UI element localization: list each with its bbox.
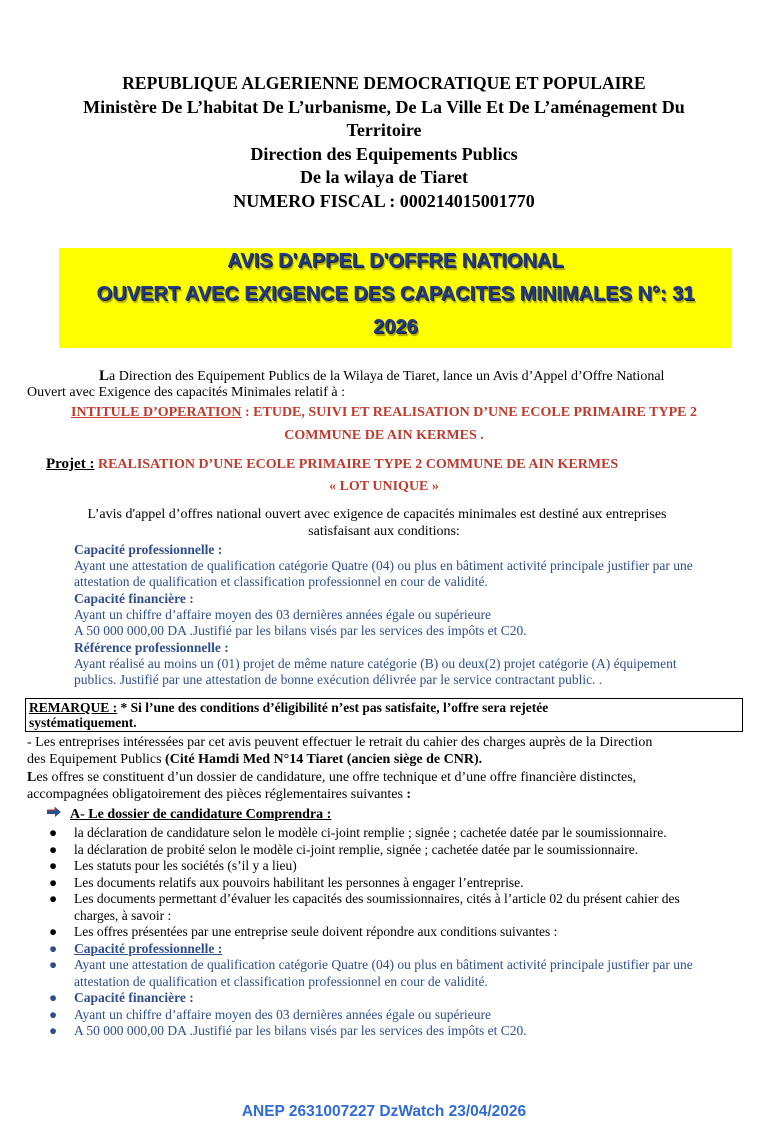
list-item: ● la déclaration de probité selon le modèle ci-joint remplie, signée ; cachetée datée par le soumissionnaire.	[49, 841, 639, 857]
list-item: ● Capacité financière :	[49, 990, 194, 1005]
document-header	[0, 72, 768, 213]
list-item: ● A 50 000 000,00 DA .Justifié par les bilans visés par les services des impôts et C20.	[49, 1023, 527, 1038]
offres-colon: :	[406, 787, 412, 802]
cond-pro-title: Capacité professionnelle :	[74, 542, 223, 557]
arrow-bullet-icon	[46, 806, 70, 824]
banner-title-line3: 2026	[373, 316, 418, 338]
intro-text1: a Direction des Equipement Publics de la Wilaya de Tiaret, lance un Avis d’Appel d’Offre National	[109, 369, 665, 384]
avis-banner	[59, 248, 732, 348]
retrait-line1	[27, 735, 747, 752]
cond-fin-text2: A 50 000 000,00 DA .Justifié par les bilans visés par les services des impôts et C20.	[74, 623, 527, 638]
retrait-text1: Les entreprises intéressées par cet avis peuvent effectuer le retrait du cahier des charges auprès de la Direction	[35, 735, 653, 750]
list-item: ● Ayant un chiffre d’affaire moyen des 03 dernières années égale ou supérieure	[49, 1006, 491, 1022]
operation-line2: COMMUNE DE AIN KERMES .	[284, 428, 484, 443]
remarque-text1: * Si l’une des conditions d’éligibilité n’est pas satisfaite, l’offre sera rejetée	[117, 700, 549, 715]
intro-line2: Ouvert avec Exigence des capacités Minimales relatif à :	[27, 385, 345, 400]
list-item: ● la déclaration de candidature selon le modèle ci-joint remplie ; signée ; cachetée datée par le soumissionnaire.	[49, 825, 667, 840]
avis-line1: L’avis d'appel d’offres national ouvert avec exigence de capacités minimales est destiné aux entreprises	[87, 507, 667, 522]
retrait-address: (Cité Hamdi Med N°14 Tiaret (ancien siège de CNR).	[165, 752, 483, 767]
remarque-box	[25, 698, 743, 732]
header-wilaya: De la wilaya de Tiaret	[300, 167, 468, 187]
projet-label: Projet :	[46, 456, 95, 472]
operation-line1	[0, 405, 768, 422]
bullet-icon: ●	[49, 841, 58, 857]
header-direction: Direction des Equipements Publics	[250, 143, 518, 164]
cond-fin-title: Capacité financière :	[74, 591, 194, 606]
header-ministry-cont: Territoire	[346, 120, 422, 140]
retrait-text2a: des Equipement Publics	[27, 752, 166, 767]
bullet-icon: ●	[49, 957, 58, 972]
projet-line1	[46, 456, 746, 474]
offres-text2: accompagnées obligatoirement des pièces réglementaires suivantes	[27, 787, 407, 802]
intro-dropcap: L	[99, 368, 110, 384]
banner-title-line1: AVIS D'APPEL D'OFFRE NATIONAL	[227, 250, 564, 272]
offres-text1: es offres se constituent d’un dossier de candidature, une offre technique et d’une offre financière distinctes,	[36, 770, 637, 785]
retrait-line2	[27, 752, 747, 769]
list-item: ● Capacité professionnelle :	[49, 940, 223, 956]
projet-text1: REALISATION D’UNE ECOLE PRIMAIRE TYPE 2 COMMUNE DE AIN KERMES	[94, 457, 619, 472]
bullet-icon: ●	[49, 924, 58, 939]
offres-dropcap: L	[27, 770, 37, 785]
cond-ref-text2: publics. Justifié par une attestation de bonne exécution délivrée par le service contractant public. .	[74, 672, 603, 687]
cond-fin-text1: Ayant un chiffre d’affaire moyen des 03 dernières années égale ou supérieure	[74, 607, 491, 622]
bullet-icon: ●	[49, 940, 58, 956]
retrait-dash: -	[27, 735, 36, 750]
header-fiscal-number: NUMERO FISCAL : 000214015001770	[233, 190, 535, 211]
bullet-icon: ●	[49, 858, 58, 873]
dossier-heading	[46, 806, 746, 824]
offres-line2	[27, 787, 747, 804]
offres-line1	[27, 770, 747, 787]
avis-line2: satisfaisant aux conditions:	[308, 524, 460, 539]
intro-line1	[99, 368, 739, 386]
bullet-icon: ●	[49, 891, 58, 906]
operation-label: INTITULE D’OPERATION	[71, 405, 242, 420]
dossier-title: A- Le dossier de candidature Comprendra :	[70, 807, 332, 822]
list-item: ● Les offres présentées par une entreprise seule doivent répondre aux conditions suivantes :	[49, 924, 558, 939]
anep-footer: ANEP 2631007227 DzWatch 23/04/2026	[241, 1103, 527, 1120]
dossier-list	[46, 825, 736, 1040]
operation-text1: : ETUDE, SUIVI ET REALISATION D’UNE ECOLE PRIMAIRE TYPE 2	[241, 405, 697, 420]
bullet-icon: ●	[49, 990, 58, 1005]
remarque-label: REMARQUE :	[29, 700, 118, 715]
cond-pro-text1: Ayant une attestation de qualification catégorie Quatre (04) ou plus en bâtiment activité principale justifier par une	[74, 558, 693, 573]
cond-ref-title: Référence professionnelle :	[74, 640, 229, 655]
header-ministry: Ministère De L’habitat De L’urbanisme, De La Ville Et De L’aménagement Du	[83, 96, 685, 117]
bullet-icon: ●	[49, 874, 58, 890]
list-item: ● Les documents relatifs aux pouvoirs habilitant les personnes à engager l’entreprise.	[49, 874, 524, 890]
bullet-icon: ●	[49, 1023, 58, 1038]
list-item: ● Les documents permettant d’évaluer les capacités des soumissionnaires, cités à l’article 02 du présent cahier des charges, à savoir :	[49, 891, 680, 923]
banner-title-line2: OUVERT AVEC EXIGENCE DES CAPACITES MINIMALES N°: 31	[96, 283, 695, 305]
bullet-icon: ●	[49, 1006, 58, 1022]
list-item: ● Ayant une attestation de qualification catégorie Quatre (04) ou plus en bâtiment activité principale justifier par une attestation de qualification et classification professionnel en cour de validité.	[49, 957, 693, 989]
list-item: ● Les statuts pour les sociétés (s’il y a lieu)	[49, 858, 297, 873]
projet-lot: « LOT UNIQUE »	[329, 479, 439, 494]
bullet-icon: ●	[49, 825, 58, 840]
header-republic: REPUBLIQUE ALGERIENNE DEMOCRATIQUE ET POPULAIRE	[122, 73, 646, 93]
cond-pro-text2: attestation de qualification et classification professionnel en cour de validité.	[74, 574, 488, 589]
cond-ref-text1: Ayant réalisé au moins un (01) projet de même nature catégorie (B) ou deux(2) projet catégorie (A) équipement	[74, 656, 677, 671]
remarque-text2: systématiquement.	[29, 715, 137, 730]
